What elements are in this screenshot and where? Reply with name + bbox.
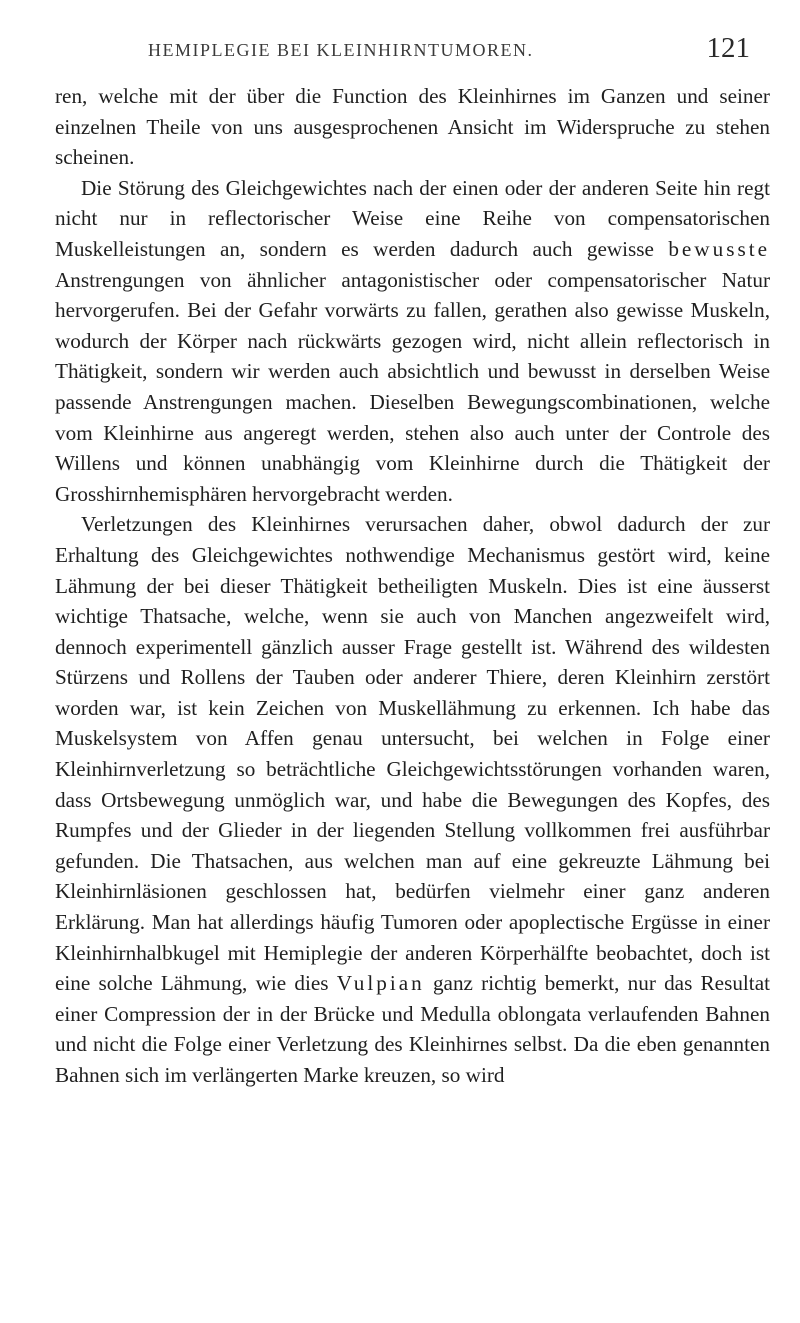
running-head [130,34,790,74]
text-run: ganz richtig bemerkt, nur das Resultat einer Compression der in der Brücke und Medulla oblongata verlaufenden Bahnen und nicht die Folge einer Verletzung des Kleinhirnes selbst. Da die eben genannten Bahnen sich im verlängerten Marke kreuzen, so wird [55,971,770,1087]
paragraph [55,173,770,510]
text-run: Die Störung des Gleichgewichtes nach der einen oder der anderen Seite hin regt nicht nur in reflectorischer Weise eine Reihe von compensatorischen Muskelleistungen an, sondern es werden dadurch auch gewisse [55,175,770,261]
paragraph [55,509,770,1090]
body-text [55,81,770,1091]
page-number: 121 [706,32,750,64]
paragraph [55,81,770,173]
text-run: Verletzungen des Kleinhirnes verursachen daher, obwol dadurch der zur Erhaltung des Gleichgewichtes nothwendige Mechanismus gestört wird, keine Lähmung der bei dieser Thätigkeit betheiligten Muskeln. Dies ist eine äusserst wichtige Thatsache, welche, wenn sie auch von Manchen angezweifelt wird, dennoch experimentell gänzlich ausser Frage gestellt ist. Während des wildesten Stürzens und Rollens der Tauben oder anderer Thiere, deren Kleinhirn zerstört worden war, ist kein Zeichen von Muskellähmung zu erkennen. Ich habe das Muskelsystem von Affen genau untersucht, bei welchen in Folge einer Kleinhirnverletzung so beträchtliche Gleichgewichtsstörungen vorhanden waren, dass Ortsbewegung unmöglich war, und habe die Bewegungen des Kopfes, des Rumpfes und der Glieder in der liegenden Stellung vollkommen frei ausführbar gefunden. Die Thatsachen, aus welchen man auf eine gekreuzte Lähmung bei Kleinhirnläsionen geschlossen hat, bedürfen vielmehr einer ganz anderen Erklärung. Man hat allerdings häufig Tumoren oder apoplectische Ergüsse in einer Kleinhirnhalbkugel mit Hemiplegie der anderen Körperhälfte beobachtet, doch ist eine solche Lähmung, wie dies [55,512,770,996]
text-run: ren, welche mit der über die Function des Kleinhirnes im Ganzen und seiner einzelnen Theile von uns ausgesprochenen Ansicht im Widerspruche zu stehen scheinen. [55,84,770,170]
emphasized-word: bewusste [668,236,770,261]
running-title: HEMIPLEGIE BEI KLEINHIRNTUMOREN. [148,40,534,60]
author-name: Vulpian [336,971,425,996]
text-run: Anstrengungen von ähnlicher antagonistischer oder compensatorischer Natur hervorgerufen. Bei der Gefahr vorwärts zu fallen, gerathen also gewisse Muskeln, wodurch der Körper nach rückwärts gezogen wird, nicht allein reflectorisch in Thätigkeit, sondern wir werden auch absichtlich und bewusst in derselben Weise passende Anstrengungen machen. Dieselben Bewegungscombinationen, welche vom Kleinhirne aus angeregt werden, stehen also auch unter der Controle des Willens und können unabhängig vom Kleinhirne durch die Thätigkeit der Grosshirnhemisphären hervorgebracht werden. [55,267,770,506]
